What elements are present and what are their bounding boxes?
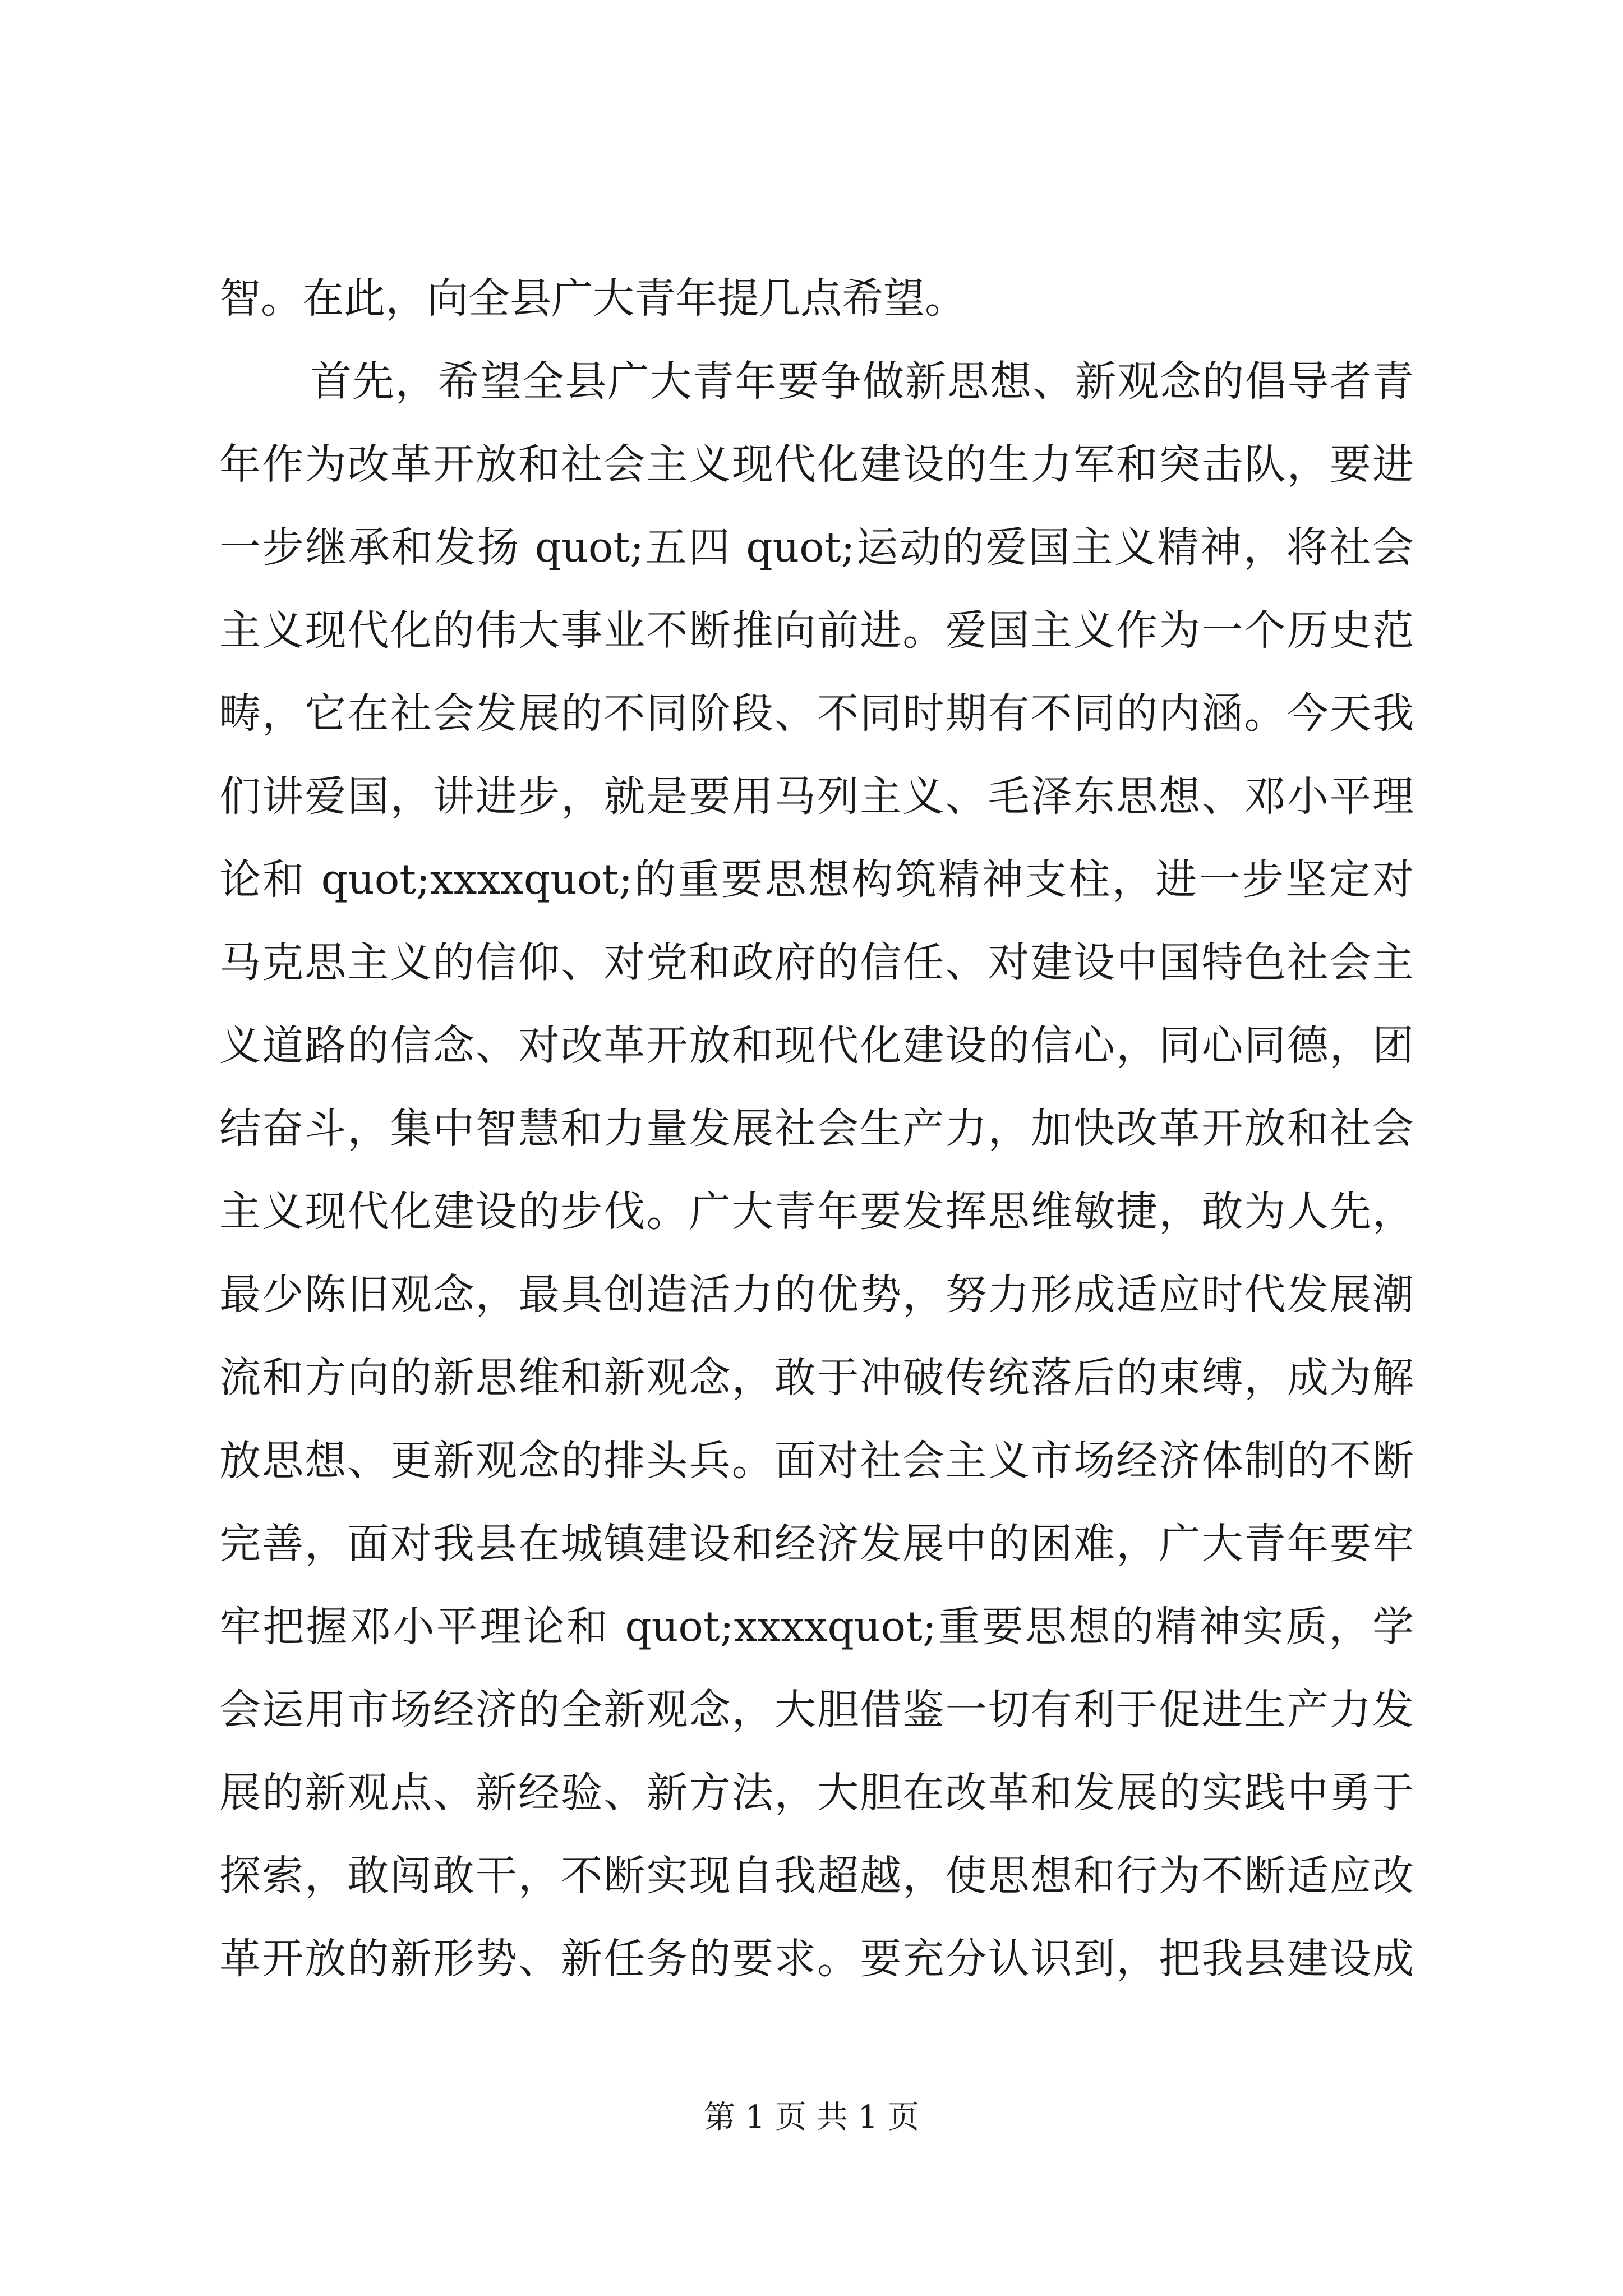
text-line: 马克思主义的信仰、对党和政府的信任、对建设中国特色社会主 (219, 938, 1414, 987)
text-line: 智。在此，向全县广大青年提几点希望。 (219, 274, 966, 323)
text-line: 革开放的新形势、新任务的要求。要充分认识到，把我县建设成 (219, 1935, 1414, 1983)
text-line: 一步继承和发扬 quot;五四 quot;运动的爱国主义精神，将社会 (219, 523, 1414, 572)
text-line: 完善，面对我县在城镇建设和经济发展中的困难，广大青年要牢 (219, 1520, 1414, 1568)
text-line: 展的新观点、新经验、新方法，大胆在改革和发展的实践中勇于 (219, 1769, 1414, 1817)
text-line: 畴，它在社会发展的不同阶段、不同时期有不同的内涵。今天我 (219, 689, 1414, 738)
text-line: 最少陈旧观念，最具创造活力的优势，努力形成适应时代发展潮 (219, 1271, 1414, 1319)
page-footer (0, 2095, 1623, 2140)
text-line: 探索，敢闯敢干，不断实现自我超越，使思想和行为不断适应改 (219, 1852, 1414, 1900)
text-line: 主义现代化的伟大事业不断推向前进。爱国主义作为一个历史范 (219, 606, 1414, 655)
text-line: 们讲爱国，讲进步，就是要用马列主义、毛泽东思想、邓小平理 (219, 772, 1414, 821)
text-line: 牢把握邓小平理论和 quot;xxxxquot;重要思想的精神实质，学 (219, 1603, 1414, 1651)
page-number: 第 1 页 共 1 页 (703, 2099, 920, 2136)
text-line: 主义现代化建设的步伐。广大青年要发挥思维敏捷，敢为人先， (219, 1188, 1414, 1236)
text-line: 年作为改革开放和社会主义现代化建设的生力军和突击队，要进 (219, 440, 1414, 489)
text-line: 放思想、更新观念的排头兵。面对社会主义市场经济体制的不断 (219, 1437, 1414, 1485)
text-line: 会运用市场经济的全新观念，大胆借鉴一切有利于促进生产力发 (219, 1686, 1414, 1734)
text-line: 义道路的信念、对改革开放和现代化建设的信心，同心同德，团 (219, 1022, 1414, 1070)
text-line: 流和方向的新思维和新观念，敢于冲破传统落后的束缚，成为解 (219, 1354, 1414, 1402)
text-line: 论和 quot;xxxxquot;的重要思想构筑精神支柱，进一步坚定对 (219, 855, 1414, 904)
text-line: 结奋斗，集中智慧和力量发展社会生产力，加快改革开放和社会 (219, 1105, 1414, 1153)
body-text (219, 257, 1414, 2000)
text-line: 首先，希望全县广大青年要争做新思想、新观念的倡导者青 (310, 357, 1414, 406)
